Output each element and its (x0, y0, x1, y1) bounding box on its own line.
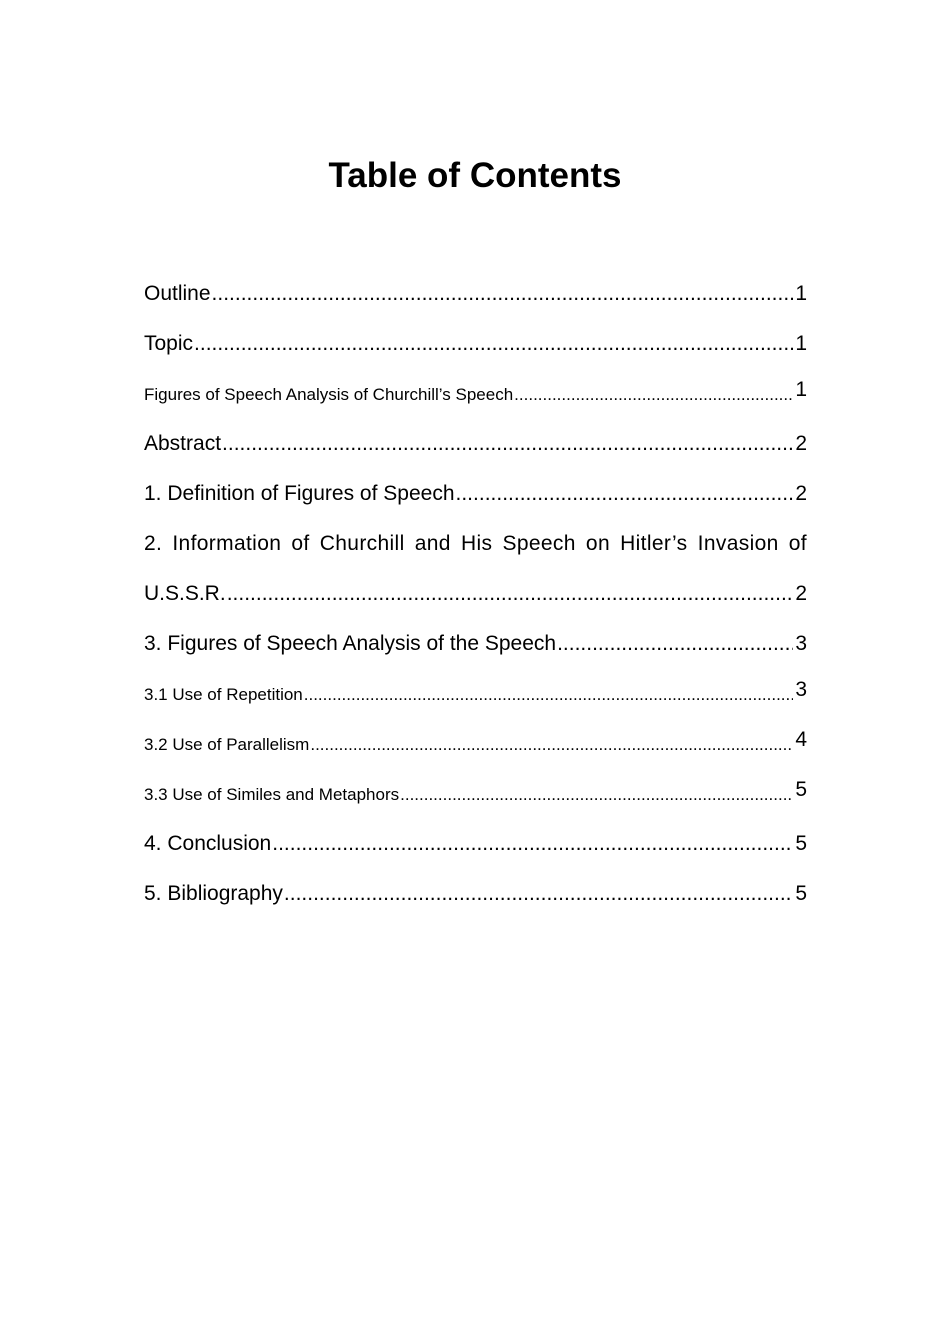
dot-leader (304, 685, 794, 705)
toc-entry-section-3-3[interactable] (144, 768, 807, 818)
toc-entry-outline[interactable] (144, 268, 807, 318)
dot-leader (222, 432, 793, 456)
toc-page-number: 2 (795, 482, 807, 505)
toc-entry-section-1[interactable] (144, 468, 807, 518)
toc-page-number: 5 (795, 882, 807, 905)
dot-leader (272, 832, 793, 856)
dot-leader (514, 385, 793, 405)
dot-leader (400, 785, 793, 805)
toc-entry-section-3-1[interactable] (144, 668, 807, 718)
toc-entry-label: 1. Definition of Figures of Speech (144, 482, 455, 505)
toc-page-number: 1 (795, 332, 807, 355)
dot-leader (194, 332, 793, 356)
toc-entry-label: 3.1 Use of Repetition (144, 685, 303, 704)
dot-leader (227, 582, 794, 606)
page-title: Table of Contents (328, 156, 622, 195)
toc-entry-topic[interactable] (144, 318, 807, 368)
toc-entry-label: 5. Bibliography (144, 882, 283, 905)
toc-entry-label: Abstract (144, 432, 222, 455)
toc-page-number: 2 (795, 432, 807, 455)
dot-leader (212, 282, 794, 306)
toc-entry-abstract[interactable] (144, 418, 807, 468)
toc-entry-label: U.S.S.R. (144, 582, 226, 605)
dot-leader (557, 632, 793, 656)
dot-leader (310, 735, 793, 755)
toc-entry-label: Figures of Speech Analysis of Churchill’s Speech (144, 385, 514, 404)
toc-entry-section-2-line-2[interactable] (144, 568, 807, 618)
toc-page-number: 3 (795, 632, 807, 655)
toc-entry-label: Outline (144, 282, 211, 305)
toc-entry-label: 2. Information of Churchill and His Speech on Hitler’s Invasion of (144, 532, 807, 555)
toc-page-number: 5 (795, 778, 807, 801)
toc-page-number: 2 (795, 582, 807, 605)
toc-page-number: 5 (795, 832, 807, 855)
toc-entry-label: 3.3 Use of Similes and Metaphors (144, 785, 400, 804)
toc-entry-section-4[interactable] (144, 818, 807, 868)
toc-entry-label: Topic (144, 332, 194, 355)
toc-entry-label: 4. Conclusion (144, 832, 272, 855)
toc-entry-section-5[interactable] (144, 868, 807, 918)
toc-page-number: 1 (795, 282, 807, 305)
dot-leader (456, 482, 794, 506)
toc-page-number: 1 (795, 378, 807, 401)
dot-leader (284, 882, 793, 906)
toc-list (144, 268, 807, 918)
toc-page-number: 3 (795, 678, 807, 701)
toc-entry-section-2-line-1[interactable] (144, 518, 807, 568)
toc-page-number: 4 (795, 728, 807, 751)
toc-entry-label: 3.2 Use of Parallelism (144, 735, 310, 754)
toc-entry-section-3[interactable] (144, 618, 807, 668)
toc-entry-subtitle[interactable] (144, 368, 807, 418)
toc-entry-label: 3. Figures of Speech Analysis of the Speech (144, 632, 557, 655)
toc-entry-section-3-2[interactable] (144, 718, 807, 768)
